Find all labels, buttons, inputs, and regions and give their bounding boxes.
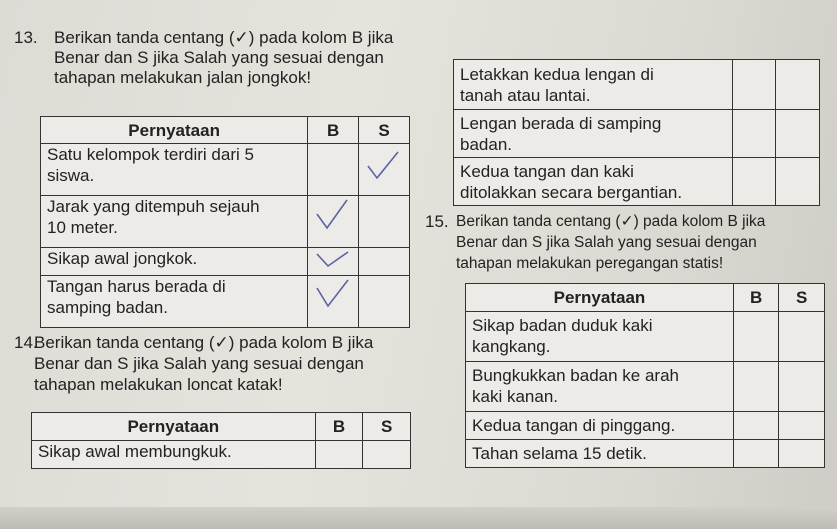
answer-cell-s[interactable]	[776, 158, 820, 206]
answer-cell-b[interactable]	[308, 144, 359, 196]
statement-cell: Sikap awal membungkuk.	[32, 441, 316, 469]
statement-cell: Letakkan kedua lengan di tanah atau lantai.	[454, 60, 733, 110]
statement-cell: Tahan selama 15 detik.	[466, 440, 734, 468]
column-header-s: S	[779, 284, 825, 312]
answer-cell-s[interactable]	[779, 440, 825, 468]
answer-cell-b[interactable]	[308, 196, 359, 248]
answer-cell-b[interactable]	[308, 248, 359, 276]
question-14	[14, 333, 434, 403]
statement-cell: Jarak yang ditempuh sejauh 10 meter.	[41, 196, 308, 248]
page-bottom-edge	[0, 507, 837, 529]
table-q12-continued	[453, 59, 820, 206]
answer-cell-s[interactable]	[776, 60, 820, 110]
column-header-b: B	[308, 117, 359, 144]
question-text-line: Benar dan S jika Salah yang sesuai dengan	[456, 234, 757, 251]
statement-cell: Sikap badan duduk kaki kangkang.	[466, 312, 734, 362]
table-row	[454, 158, 820, 206]
table-q15	[465, 283, 825, 468]
answer-cell-s[interactable]	[363, 441, 411, 469]
table-row	[41, 144, 410, 196]
table-row	[32, 441, 411, 469]
table-row	[454, 60, 820, 110]
table-row	[41, 196, 410, 248]
answer-cell-s[interactable]	[359, 144, 410, 196]
column-header-b: B	[733, 284, 779, 312]
answer-cell-s[interactable]	[359, 196, 410, 248]
answer-cell-b[interactable]	[732, 60, 776, 110]
column-header-statement: Pernyataan	[41, 117, 308, 144]
statement-cell: Tangan harus berada di samping badan.	[41, 276, 308, 328]
table-row	[466, 440, 825, 468]
checkmark-icon	[314, 196, 350, 236]
column-header-b: B	[315, 413, 363, 441]
answer-cell-s[interactable]	[779, 312, 825, 362]
question-text-line: Berikan tanda centang (✓) pada kolom B jika	[34, 333, 374, 352]
question-text-line: tahapan melakukan loncat katak!	[34, 375, 283, 394]
statement-cell: Satu kelompok terdiri dari 5 siswa.	[41, 144, 308, 196]
answer-cell-s[interactable]	[779, 412, 825, 440]
table-row	[41, 276, 410, 328]
answer-cell-b[interactable]	[315, 441, 363, 469]
answer-cell-b[interactable]	[733, 362, 779, 412]
answer-cell-b[interactable]	[732, 110, 776, 158]
checkmark-icon	[314, 248, 350, 270]
answer-cell-b[interactable]	[308, 276, 359, 328]
statement-cell: Bungkukkan badan ke arah kaki kanan.	[466, 362, 734, 412]
answer-cell-s[interactable]	[359, 276, 410, 328]
answer-cell-s[interactable]	[776, 110, 820, 158]
table-row	[41, 248, 410, 276]
column-header-statement: Pernyataan	[32, 413, 316, 441]
question-text-line: tahapan melakukan peregangan statis!	[456, 255, 724, 272]
question-text-line: Berikan tanda centang (✓) pada kolom B jika	[54, 28, 394, 47]
answer-cell-b[interactable]	[732, 158, 776, 206]
statement-cell: Lengan berada di samping badan.	[454, 110, 733, 158]
answer-cell-b[interactable]	[733, 412, 779, 440]
question-text-line: Benar dan S jika Salah yang sesuai dengan	[54, 48, 384, 67]
answer-cell-b[interactable]	[733, 440, 779, 468]
column-header-statement: Pernyataan	[466, 284, 734, 312]
statement-cell: Sikap awal jongkok.	[41, 248, 308, 276]
table-row	[454, 110, 820, 158]
checkmark-icon	[365, 144, 401, 184]
answer-cell-b[interactable]	[733, 312, 779, 362]
table-row	[466, 362, 825, 412]
table-row	[466, 412, 825, 440]
table-q13	[40, 116, 410, 328]
question-number: 13.	[14, 28, 38, 47]
question-number: 14.	[14, 333, 38, 352]
question-13	[14, 28, 434, 98]
answer-cell-s[interactable]	[779, 362, 825, 412]
question-text-line: Berikan tanda centang (✓) pada kolom B jika	[456, 213, 766, 230]
question-text-line: Benar dan S jika Salah yang sesuai dengan	[34, 354, 364, 373]
checkmark-icon	[314, 276, 350, 316]
answer-cell-s[interactable]	[359, 248, 410, 276]
statement-cell: Kedua tangan di pinggang.	[466, 412, 734, 440]
table-q14	[31, 412, 411, 469]
column-header-s: S	[359, 117, 410, 144]
question-15	[425, 211, 837, 277]
table-row	[466, 312, 825, 362]
statement-cell: Kedua tangan dan kaki ditolakkan secara bergantian.	[454, 158, 733, 206]
question-number: 15.	[425, 212, 449, 231]
question-text-line: tahapan melakukan jalan jongkok!	[54, 68, 312, 87]
column-header-s: S	[363, 413, 411, 441]
